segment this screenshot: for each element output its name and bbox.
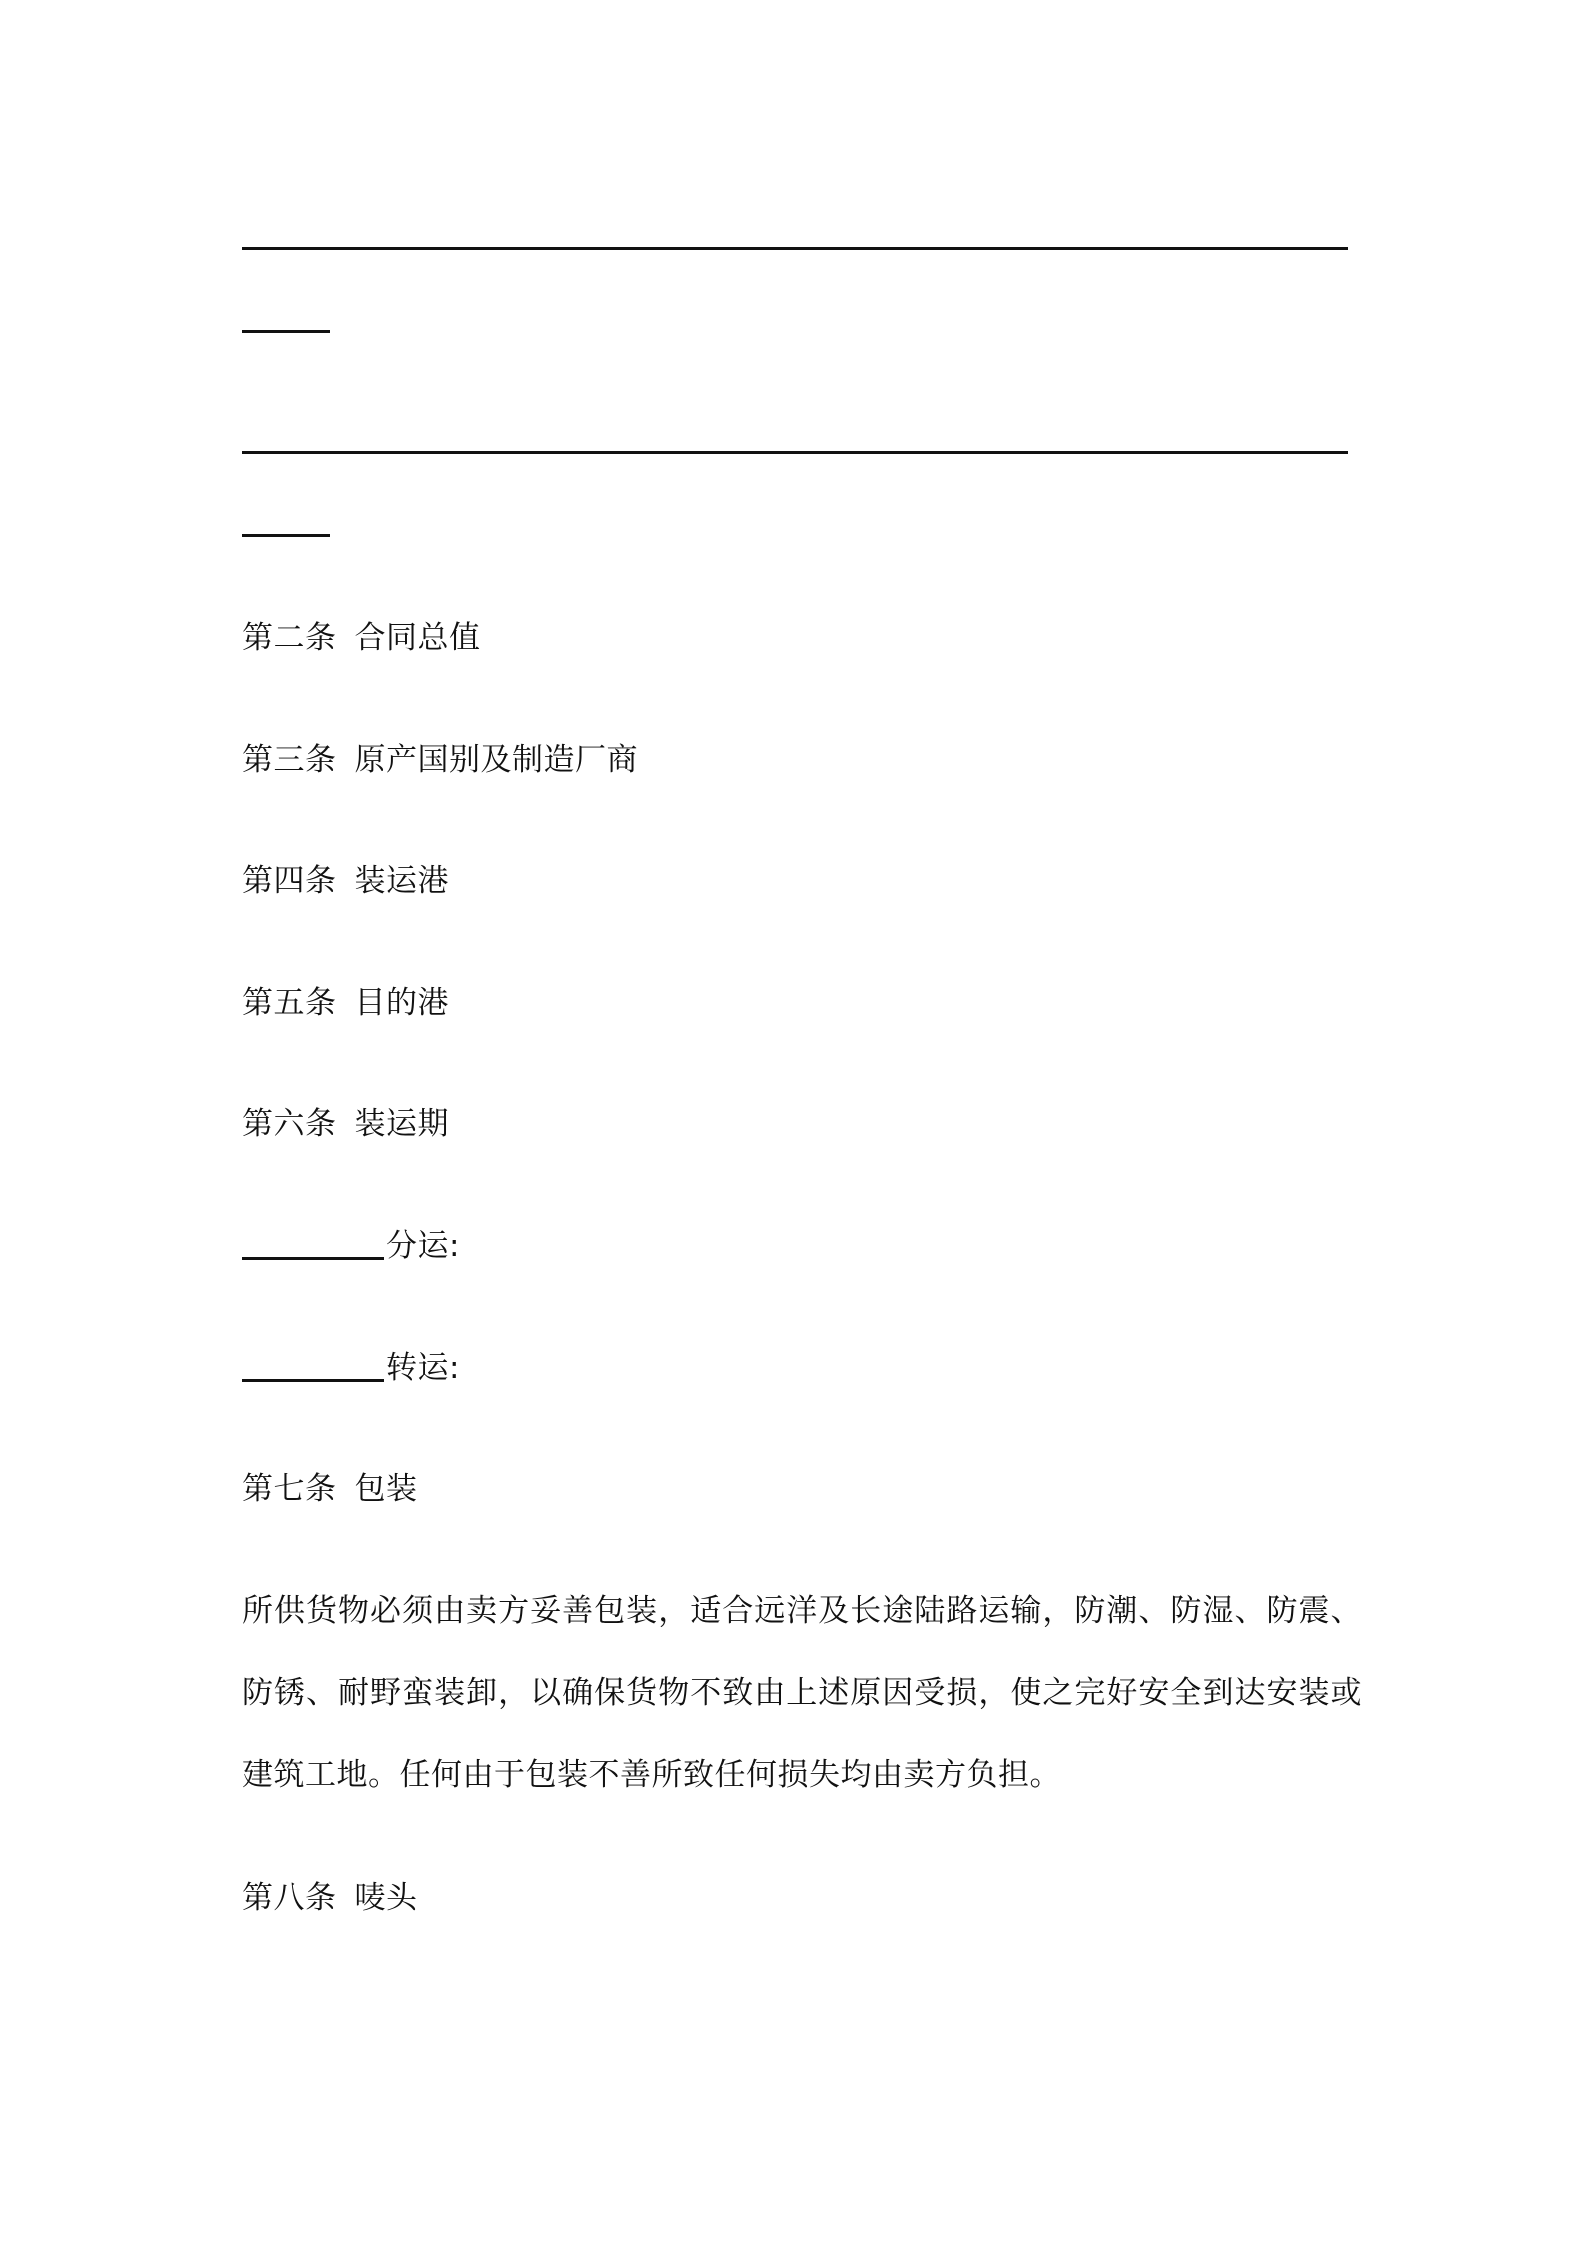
blank-fill-line (242, 247, 1348, 250)
article-number: 第五条 (242, 985, 337, 1021)
article-title: 包装 (354, 1471, 418, 1507)
article-number: 第三条 (242, 742, 337, 778)
article-8-heading (242, 1878, 418, 1918)
article-4-heading (242, 861, 449, 901)
transshipment-label: 转运: (386, 1350, 460, 1386)
article-3-heading (242, 740, 638, 780)
article-7-heading (242, 1469, 418, 1509)
article-title: 装运港 (354, 863, 449, 899)
partial-shipment-label: 分运: (386, 1228, 460, 1264)
article-number: 第四条 (242, 863, 337, 899)
article-number: 第七条 (242, 1471, 337, 1507)
blank-fill-line (242, 451, 1348, 454)
blank-fill-line (242, 330, 330, 333)
blank-fill-line (242, 1379, 384, 1382)
article-title: 装运期 (354, 1106, 449, 1142)
article-number: 第六条 (242, 1106, 337, 1142)
article-2-heading (242, 618, 481, 658)
article-title: 原产国别及制造厂商 (354, 742, 638, 778)
article-title: 合同总值 (354, 620, 481, 656)
blank-fill-line (242, 1257, 384, 1260)
article-number: 第八条 (242, 1880, 337, 1916)
article-title: 目的港 (354, 985, 449, 1021)
article-6-heading (242, 1104, 449, 1144)
article-5-heading (242, 983, 449, 1023)
blank-fill-line (242, 534, 330, 537)
article-title: 唛头 (354, 1880, 418, 1916)
partial-shipment-line (242, 1226, 460, 1266)
article-number: 第二条 (242, 620, 337, 656)
packing-paragraph: 所供货物必须由卖方妥善包装，适合远洋及长途陆路运输，防潮、防湿、防震、防锈、耐野蛮装卸，以确保货物不致由上述原因受损，使之完好安全到达安装或建筑工地。任何由于包装不善所致任何损失均由卖方负担。 (242, 1593, 1362, 1793)
transshipment-line (242, 1348, 460, 1388)
